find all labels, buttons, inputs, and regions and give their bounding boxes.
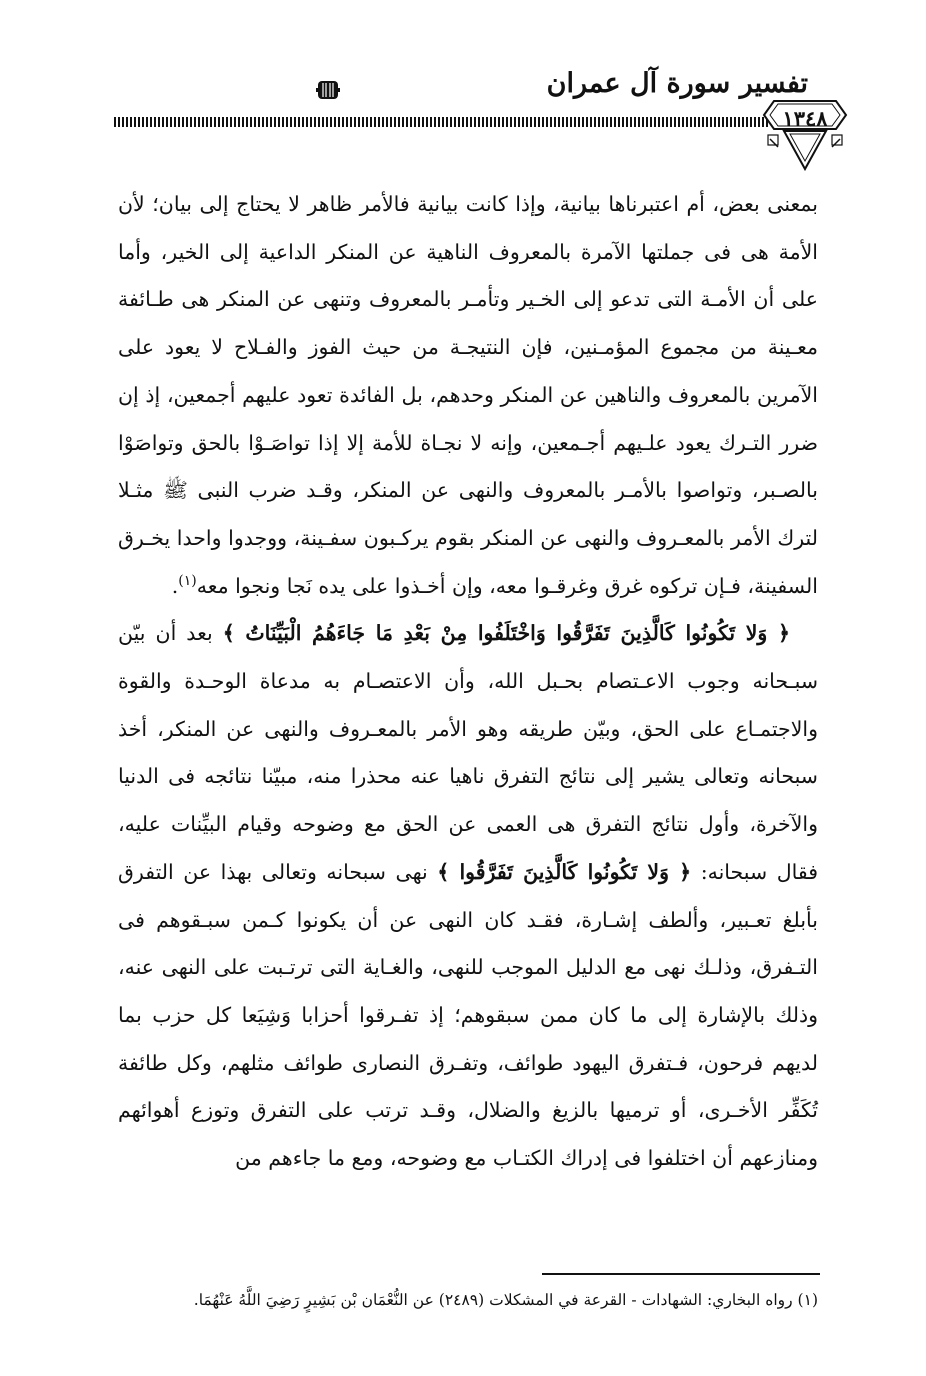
- running-title: تفسير سورة آل عمران: [546, 68, 808, 99]
- paragraph-2: [118, 610, 818, 1182]
- paragraph-1-text: بمعنى بعض، أم اعتبرناها بيانية، وإذا كانت بيانية فالأمر ظاهر لا يحتاج إلى بيان؛ لأن الأمة هى فى جملتها الآمرة بالمعروف الناهية عن المنكر الداعية إلى الخير، وأما على أن الأمـة التى تدعو إلى الخـير وتأمـر بالمعروف وتنهى عن المنكر هى طـائفة معـينة من مجموع المؤمـنين، فإن النتيجـة من حيث الفوز والفـلاح لا يعود على الآمرين بالمعروف والناهين عن المنكر وحدهم، بل الفائدة تعود عليهم أجمعين، إذ إن ضرر التـرك يعود علـيهم أجـمعين، وإنه لا نجـاة للأمة إلا إذا تواصَـوْا بالحق وتواصَوْا بالصـبر، وتواصوا بالأمـر بالمعروف والنهى عن المنكر، وقـد ضرب النبى ﷺ مثـلا لترك الأمر بالمعـروف والنهى عن المنكر بقوم يركـبون سفـينة، ووجدوا واحدا يخـرق السفينة، فـإن تركوه غرق وغرقـوا معه، وإن أخـذوا على يده نَجا ونجوا معه: [118, 192, 818, 598]
- page-number: ١٣٤٨: [782, 106, 828, 131]
- footnote-rule: [542, 1273, 820, 1275]
- paragraph-2-text-b: نهى سبحانه وتعالى بهذا عن التفرق بأبلغ تعـبير، وألطف إشـارة، فقـد كان النهى عن أن يكونوا كـمن سبـقوهم فى التـفرق، وذلـك نهى مع الدليل الموجب للنهى، والغـاية التى ترتـبت على النهى عنه، وذلك بالإشارة إلى ما كان ممن سبقوهم؛ إذ تفـرقوا أحزابا وَشِيَعا كل حزب بما لديهم فرحون، فـتفرق اليهود طوائف، وتفـرق النصارى طوائف مثلهم، وكل طائفة تُكَفِّر الأخـرى، أو ترميها بالزيغ والضلال، وقـد ترتب على التفرق وتوزع أهوائهم ومنازعهم أن اختلفوا فى إدراك الكتـاب مع وضوحه، ومع ما جاءهم من: [118, 859, 818, 1171]
- ornament-icon: [316, 78, 340, 102]
- paragraph-2-text-a: بعد أن بيّن سبـحانه وجوب الاعـتصام بحـبل الله، وأن الاعتصـام به مدعاة الوحـدة والقوة والاجتمـاع على الحق، وبيّن طريقه وهو الأمر بالمعـروف والنهى عن المنكر، أخذ سبحانه وتعالى يشير إلى نتائج التفرق ناهيا عنه محذرا منه، مبيّنا نتائجه فى الدنيا والآخرة، وأول نتائج التفرق هى العمى عن الحق مع وضوحه وقيام البيِّنات عليه، فقال سبحانه:: [118, 621, 819, 884]
- body-text: [118, 181, 818, 1183]
- paragraph-1-end: .: [171, 573, 179, 598]
- verse-quote-1: ﴿ وَلا تَكُونُوا كَالَّذِينَ تَفَرَّقُوا وَاخْتَلَفُوا مِنْ بَعْدِ مَا جَاءَهُمُ الْبَيِّنَاتُ ﴾: [222, 621, 790, 646]
- paragraph-1: [118, 181, 818, 610]
- footnote-reference: (١): [178, 572, 197, 589]
- footnote: (١) رواه البخاري: الشهادات - القرعة في المشكلات (٢٤٨٩) عن النُّعْمَان بْن بَشِيرٍ رَضِيَ اللَّهُ عَنْهُمَا.: [193, 1291, 818, 1309]
- verse-quote-2: ﴿ وَلا تَكُونُوا كَالَّذِينَ تَفَرَّقُوا ﴾: [437, 859, 692, 884]
- header-rule: [114, 117, 768, 127]
